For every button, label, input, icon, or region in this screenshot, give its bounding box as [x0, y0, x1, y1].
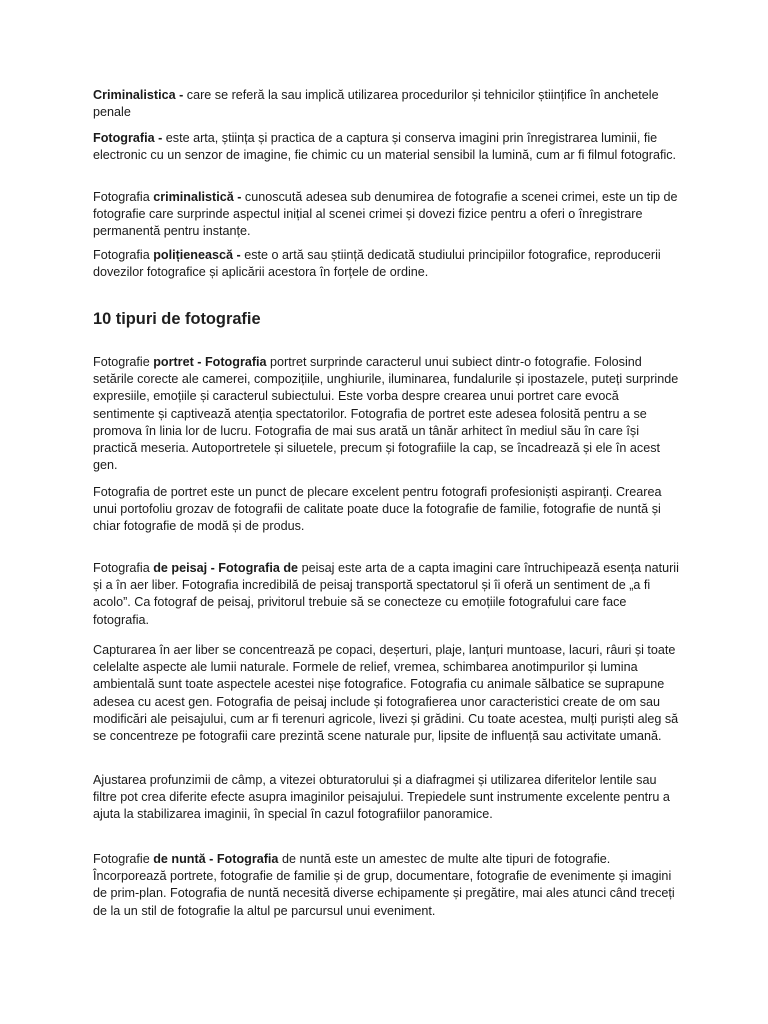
section-term: portret - Fotografia	[153, 355, 267, 369]
paragraph-nunta: Fotografie de nuntă - Fotografia de nuntă este un amestec de multe alte tipuri de fotografie. Încorporează portrete, fotografie de familie și de grup, documentare, fotografie de evenimente și imagini de prim-plan. Fotografia de nuntă necesită diverse echipamente și pregătire, mai ales atunci când treceți de la un stil de fotografie la altul pe parcursul unui eveniment.	[93, 852, 675, 918]
definition-fotografia-criminalistica: Fotografia criminalistică - cunoscută adesea sub denumirea de fotografie a scenei crimei, este un tip de fotografie care surprinde aspectul inițial al scenei crimei și dovezi fizice pentru a oferi o înregistrare permanentă pentru instanțe.	[93, 190, 678, 238]
paragraph-peisaj-2: Capturarea în aer liber se concentrează pe copaci, deșerturi, plaje, lanțuri muntoase, lacuri, râuri și toate celelalte aspecte ale lumii naturale. Formele de relief, vremea, schimbarea anotimpurilor și lumina ambientală sunt toate aspectele acestei nișe fotografice. Fotografia cu animale sălbatice se suprapune adesea cu acest gen. Fotografia de peisaj include și fotografierea unor caracteristici create de om sau modificări ale peisajului, cum ar fi terenuri agricole, livezi și grădini. Cu toate acestea, mulți puriști aleg să se concentreze pe fotografii care prezintă scene naturale pur, lipsite de influență sau activitate umană.	[93, 643, 679, 744]
definition-criminalistica: Criminalistica - care se referă la sau implică utilizarea procedurilor și tehnicilor științifice în anchetele penale	[93, 88, 659, 119]
term: Fotografia -	[93, 131, 163, 145]
paragraph-peisaj-3: Ajustarea profunzimii de câmp, a vitezei obturatorului și a diafragmei și utilizarea diferitelor lentile sau filtre pot crea diferite efecte asupra imaginilor peisajului. Trepiedele sunt instrumente excelente pentru a ajuta la stabilizarea imaginii, în special în cazul fotografiilor panoramice.	[93, 773, 670, 822]
definition-fotografia-politieneasca: Fotografia polițienească - este o artă sau știință dedicată studiului principiilor fotografice, reproducerii dovezilor fotografice și aplicării acestora în forțele de ordine.	[93, 248, 661, 279]
paragraph-portret-2: Fotografia de portret este un punct de plecare excelent pentru fotografi profesioniști aspiranți. Crearea unui portofoliu grozav de fotografii de calitate poate duce la fotografie de familie, fotografie de nuntă și chiar fotografie de modă și de produs.	[93, 485, 662, 534]
section-heading: 10 tipuri de fotografie	[93, 310, 261, 328]
term: Criminalistica -	[93, 88, 184, 102]
definition-fotografia: Fotografia - este arta, știința și practica de a captura și conserva imagini prin înregistrarea luminii, fie electronic cu un senzor de imagine, fie chimic cu un material sensibil la lumină, cum ar fi filmul fotografic.	[93, 131, 677, 162]
section-term: de peisaj - Fotografia de	[153, 561, 299, 575]
term: polițienească -	[153, 248, 241, 262]
paragraph-portret: Fotografie portret - Fotografia portret surprinde caracterul unui subiect dintr-o fotografie. Folosind setările corecte ale camerei, compozițiile, unghiurile, iluminarea, fundalurile și ipostazele, puteți surprinde expresiile, emoțiile și caracterul subiectului. Este vorba despre crearea unui portret care evocă sentimente și captivează atenția spectatorilor. Fotografia de portret este adesea folosită pentru a se promova în linia lor de lucru. Fotografia de mai sus arată un tânăr arhitect în mediul său în care își practică meseria. Autoportretele și siluetele, precum și fotografiile la cap, se încadrează și ele în acest gen.	[93, 355, 679, 473]
section-term: de nuntă - Fotografia	[153, 852, 279, 866]
term: criminalistică -	[153, 190, 242, 204]
paragraph-peisaj: Fotografia de peisaj - Fotografia de peisaj este arta de a capta imagini care întruchipează esența naturii și a în aer liber. Fotografia incredibilă de peisaj transportă spectatorul și îi oferă un sentiment de „a fi acolo”. Ca fotograf de peisaj, privitorul trebuie să se conecteze cu emoțiile fotografului care face fotografia.	[93, 561, 679, 627]
